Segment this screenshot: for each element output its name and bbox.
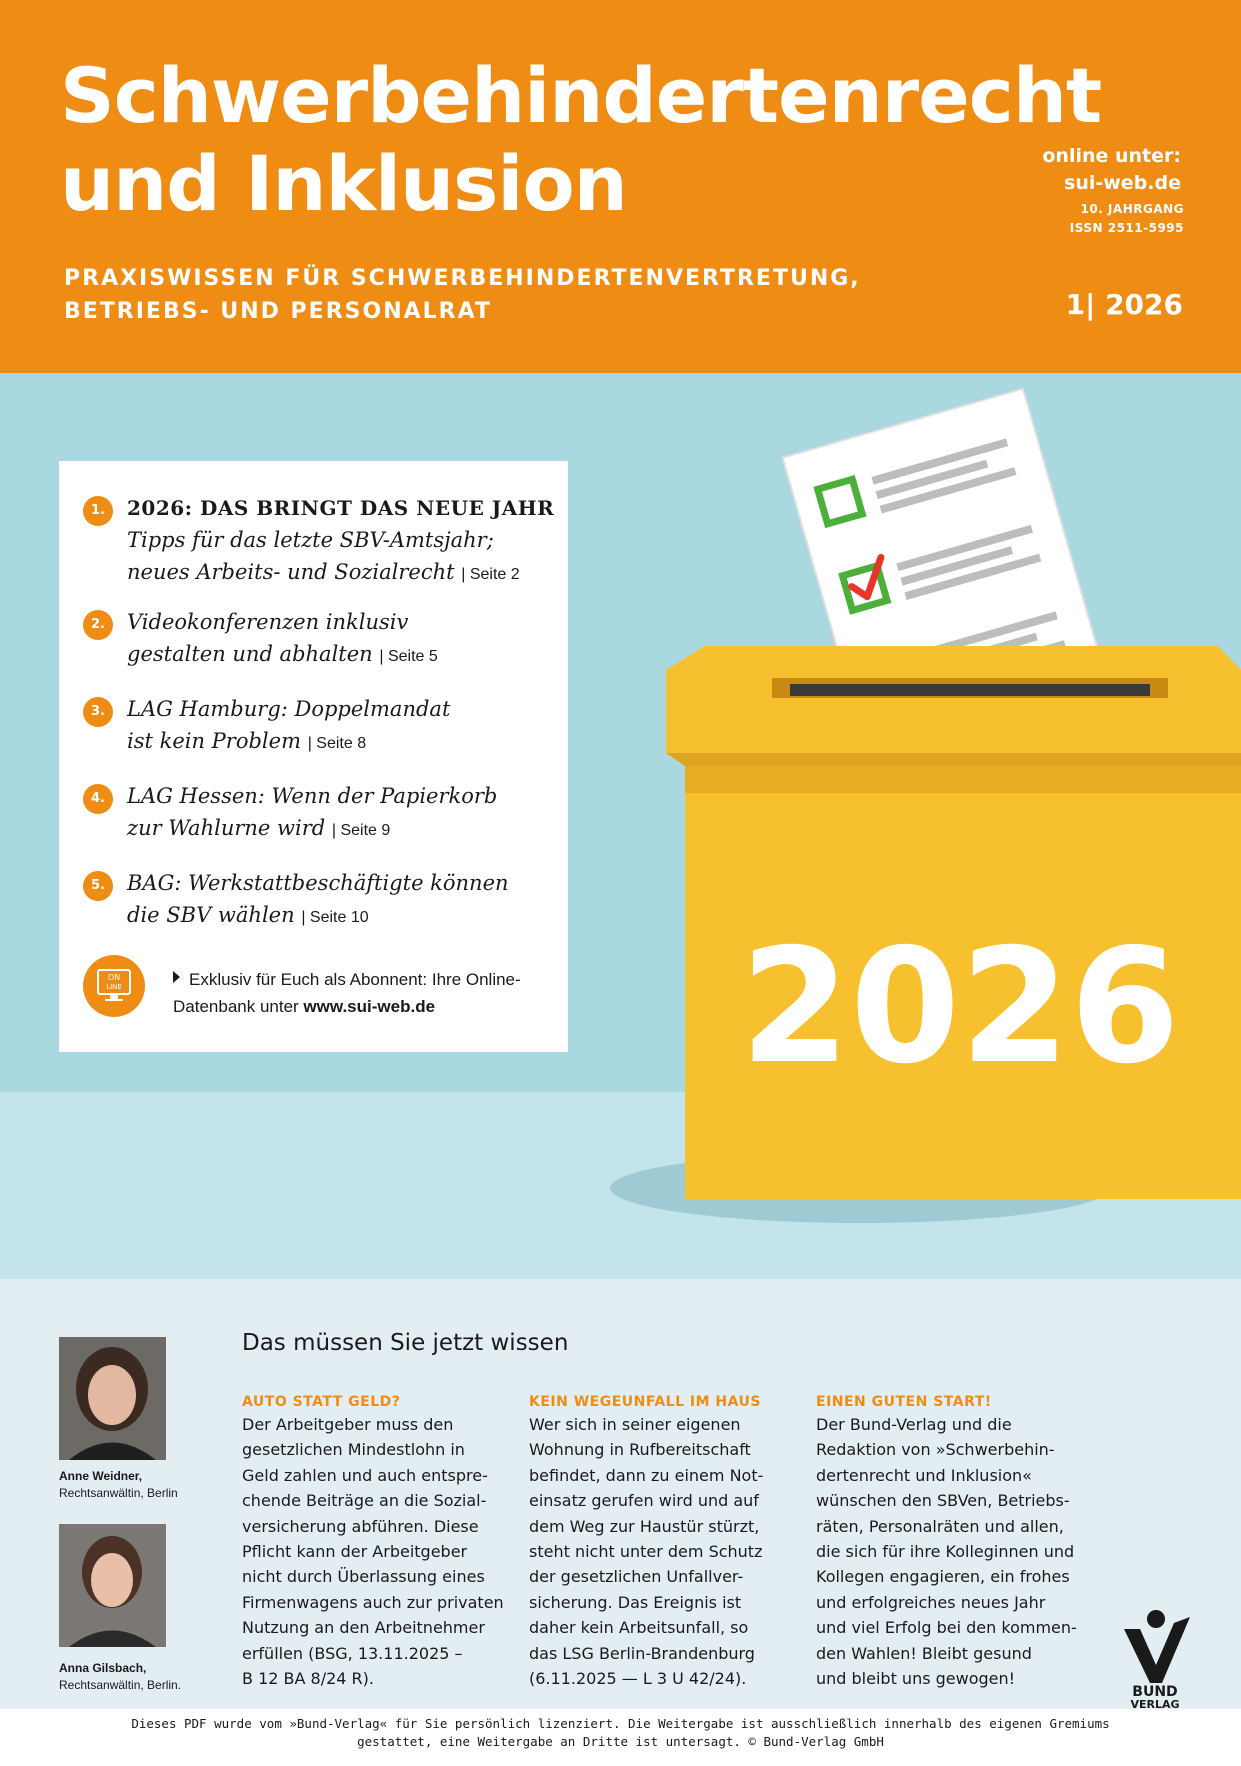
toc-headline: 2026: DAS BRINGT DAS NEUE JAHR	[127, 496, 555, 520]
news-line: einsatz gerufen wird und auf	[529, 1491, 759, 1511]
news-column-3	[816, 1392, 1084, 1691]
online-monitor-icon[interactable]	[83, 955, 145, 1017]
news-line: wünschen den SBVen, Betriebs-	[816, 1491, 1070, 1511]
author-role: Rechtsanwältin, Berlin.	[59, 1678, 182, 1692]
license-footer	[0, 1709, 1241, 1766]
arrow-right-icon	[173, 971, 180, 983]
ballot-box-lid	[666, 646, 1241, 753]
news-line: und viel Erfolg bei den kommen-	[816, 1618, 1077, 1638]
bund-verlag-logo	[1118, 1607, 1193, 1709]
journal-subtitle	[64, 262, 861, 328]
toc-text	[127, 492, 554, 591]
toc-line-1: Tipps für das letzte SBV-Amtsjahr;	[127, 528, 494, 552]
toc-page-ref: | Seite 9	[331, 822, 391, 839]
news-line: das LSG Berlin-Brandenburg	[529, 1643, 755, 1663]
ballot-box-year: 2026	[740, 915, 1180, 1099]
toc-page-ref: | Seite 2	[461, 566, 520, 583]
news-line: befindet, dann zu einem Not-	[529, 1465, 764, 1485]
toc-line-1: BAG: Werkstattbeschäftigte können	[127, 871, 509, 895]
ballot-box-band	[685, 766, 1241, 793]
toc-text	[127, 693, 450, 760]
toc-page-ref: | Seite 10	[301, 909, 369, 926]
toc-line-2: zur Wahlurne wird	[127, 816, 326, 840]
news-line: B 12 BA 8/24 R).	[242, 1669, 374, 1689]
masthead	[0, 0, 1241, 373]
toc-page-ref: | Seite 8	[307, 735, 367, 752]
toc-page-ref: | Seite 5	[379, 648, 438, 665]
news-line: und erfolgreiches neues Jahr	[816, 1592, 1046, 1612]
author-role: Rechtsanwältin, Berlin	[59, 1486, 178, 1500]
news-line: (6.11.2025 — L 3 U 42/24).	[529, 1669, 747, 1689]
news-line: dertenrecht und Inklusion«	[816, 1465, 1032, 1485]
news-line: Der Bund-Verlag und die	[816, 1415, 1012, 1434]
news-line: die sich für ihre Kolleginnen und	[816, 1542, 1075, 1562]
news-column-2	[529, 1392, 797, 1691]
toc-line-2: neues Arbeits- und Sozialrecht	[127, 560, 455, 584]
news-column-heading: EINEN GUTEN START!	[816, 1394, 992, 1410]
news-line: gesetzlichen Mindestlohn in	[242, 1440, 465, 1460]
news-column-1	[242, 1392, 510, 1691]
toc-line-1: LAG Hessen: Wenn der Papierkorb	[127, 784, 498, 808]
toc-number-badge: 1.	[83, 496, 113, 526]
news-section-title: Das müssen Sie jetzt wissen	[242, 1330, 569, 1356]
subtitle-line-2: BETRIEBS- UND PERSONALRAT	[64, 299, 492, 324]
subtitle-line-1: PRAXISWISSEN FÜR SCHWERBEHINDERTENVERTRETUNG,	[64, 266, 861, 291]
jahrgang: 10. JAHRGANG	[1080, 202, 1184, 216]
toc-line-1: Videokonferenzen inklusiv	[127, 610, 409, 634]
toc-line-2: gestalten und abhalten	[127, 642, 373, 666]
news-line: Kollegen engagieren, ein frohes	[816, 1567, 1070, 1587]
issn: ISSN 2511-5995	[1069, 221, 1184, 235]
issue-number: 1| 2026	[1065, 288, 1183, 321]
news-column-body	[529, 1412, 797, 1691]
toc-number-badge: 5.	[83, 871, 113, 901]
online-database-note	[173, 966, 521, 1020]
journal-title	[60, 52, 1101, 228]
news-line: Firmenwagens auch zur privaten	[242, 1592, 504, 1612]
news-line: Der Arbeitgeber muss den	[242, 1415, 454, 1434]
table-of-contents	[59, 461, 568, 1052]
online-note-line-2: Datenbank unter	[173, 997, 304, 1016]
toc-number-badge: 4.	[83, 784, 113, 814]
lid-edge	[666, 753, 1241, 766]
news-line: Redaktion von »Schwerbehin-	[816, 1440, 1055, 1460]
online-database-link[interactable]: www.sui-web.de	[303, 997, 436, 1016]
news-line: Wohnung in Rufbereitschaft	[529, 1440, 751, 1460]
online-label: online unter:	[1042, 145, 1181, 167]
news-column-heading: KEIN WEGEUNFALL IM HAUS	[529, 1394, 761, 1410]
author-photo-anna-gilsbach	[59, 1524, 166, 1647]
toc-number-badge: 2.	[83, 610, 113, 640]
news-column-body	[816, 1412, 1084, 1691]
toc-line-2: die SBV wählen	[127, 903, 295, 927]
news-line: Nutzung an den Arbeitnehmer	[242, 1618, 485, 1638]
news-line: versicherung abführen. Diese	[242, 1516, 479, 1536]
online-icon-bottom-text: LINE	[106, 983, 122, 991]
title-line-1: Schwerbehindertenrecht	[60, 51, 1102, 140]
news-column-heading: AUTO STATT GELD?	[242, 1394, 401, 1410]
online-reference	[1042, 143, 1181, 197]
news-line: sicherung. Das Ereignis ist	[529, 1592, 742, 1612]
logo-text-line-1: BUND	[1132, 1684, 1178, 1700]
toc-number-badge: 3.	[83, 697, 113, 727]
news-line: räten, Personalräten und allen,	[816, 1516, 1064, 1536]
author-photo-anne-weidner	[59, 1337, 166, 1460]
toc-text	[127, 606, 438, 673]
news-line: Pflicht kann der Arbeitgeber	[242, 1542, 468, 1562]
author-caption-2	[59, 1660, 181, 1694]
author-caption-1	[59, 1468, 178, 1502]
toc-text	[127, 867, 509, 934]
volume-info	[1070, 200, 1184, 238]
news-line: steht nicht unter dem Schutz	[529, 1542, 763, 1562]
title-line-2: und Inklusion	[60, 139, 627, 228]
online-url[interactable]: sui-web.de	[1064, 172, 1181, 194]
news-line: den Wahlen! Bleibt gesund	[816, 1643, 1032, 1663]
author-name: Anna Gilsbach,	[59, 1661, 147, 1675]
logo-text-line-2: VERLAG	[1130, 1698, 1180, 1709]
news-line: nicht durch Überlassung eines	[242, 1567, 485, 1587]
news-line: Geld zahlen und auch entspre-	[242, 1465, 488, 1485]
news-line: chende Beiträge an die Sozial-	[242, 1491, 487, 1511]
news-line: Wer sich in seiner eigenen	[529, 1415, 741, 1434]
license-line-2: gestattet, eine Weitergabe an Dritte ist untersagt. © Bund-Verlag GmbH	[357, 1734, 884, 1749]
online-icon-top-text: ON	[107, 973, 121, 982]
news-line: dem Weg zur Haustür stürzt,	[529, 1516, 760, 1536]
news-line: der gesetzlichen Unfallver-	[529, 1567, 744, 1587]
author-name: Anne Weidner,	[59, 1469, 143, 1483]
news-column-body	[242, 1412, 510, 1691]
online-note-line-1: Exklusiv für Euch als Abonnent: Ihre Online-	[189, 970, 521, 989]
toc-line-2: ist kein Problem	[127, 729, 301, 753]
news-line: daher kein Arbeitsunfall, so	[529, 1618, 749, 1638]
news-line: und bleibt uns gewogen!	[816, 1669, 1016, 1689]
news-line: erfüllen (BSG, 13.11.2025 –	[242, 1643, 463, 1663]
toc-text	[127, 780, 497, 847]
toc-line-1: LAG Hamburg: Doppelmandat	[127, 697, 451, 721]
license-line-1: Dieses PDF wurde vom »Bund-Verlag« für Sie persönlich lizenziert. Die Weitergabe ist ausschließlich innerhalb des eigenen Gremiums	[131, 1716, 1110, 1731]
